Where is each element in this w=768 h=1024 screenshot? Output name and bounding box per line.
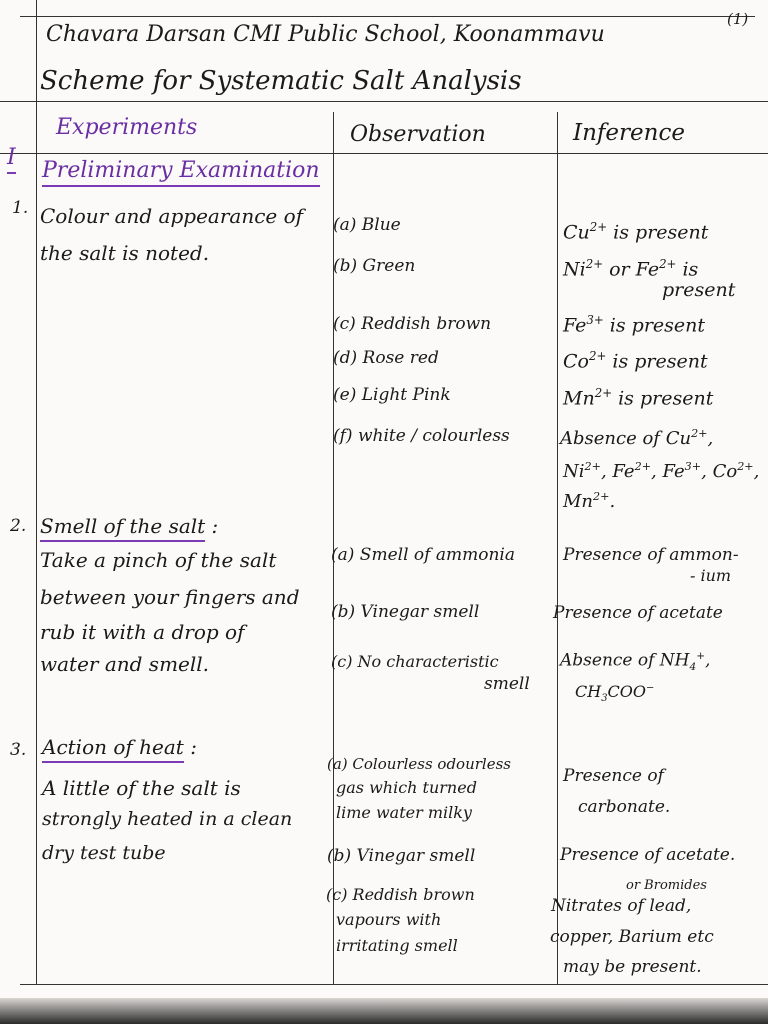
exp2-text-line: Take a pinch of the salt: [40, 548, 277, 572]
exp1-number: 1.: [12, 198, 29, 218]
exp1-text-line: the salt is noted.: [40, 241, 210, 265]
header-row-line: [0, 153, 768, 154]
exp3-obs-a: (a) Colourless odourless: [327, 755, 511, 773]
exp1-obs-b: (b) Green: [333, 256, 416, 276]
exp3-obs-a-cont: gas which turned: [336, 778, 477, 797]
exp3-title: Action of heat :: [42, 735, 197, 759]
exp1-inf-d: $Co^{2+}$ is present: [563, 349, 708, 373]
exp2-obs-a: (a) Smell of ammonia: [331, 545, 515, 565]
exp1-text-line: Colour and appearance of: [40, 204, 304, 228]
exp1-inf-e: $Mn^{2+}$ is present: [563, 386, 714, 410]
bottom-rule: [20, 984, 768, 985]
exp1-obs-e: (e) Light Pink: [333, 385, 451, 405]
exp3-inf-b: Presence of acetate.: [560, 845, 736, 865]
exp3-text-line: A little of the salt is: [42, 776, 241, 800]
exp3-obs-c-cont: irritating smell: [336, 936, 458, 955]
section-title: Preliminary Examination: [42, 158, 320, 187]
exp2-inf-c-cont: $CH_3COO^-$: [575, 682, 655, 705]
exp1-obs-c: (c) Reddish brown: [333, 314, 492, 334]
exp1-inf-f-line: Absence of $Cu^{2+}$,: [560, 427, 714, 449]
exp1-inf-b-present: present: [662, 279, 736, 301]
header-observation: Observation: [350, 122, 486, 147]
exp1-obs-d: (d) Rose red: [333, 348, 439, 368]
exp2-inf-a: Presence of ammon-: [563, 545, 739, 565]
exp3-number: 3.: [10, 740, 27, 760]
exp2-number: 2.: [10, 516, 27, 536]
exp3-inf-c: Nitrates of lead,: [551, 896, 692, 916]
exp1-obs-f: (f) white / colourless: [333, 426, 510, 446]
exp2-inf-b: Presence of acetate: [553, 603, 723, 623]
exp1-inf-f-line: $Mn^{2+}$.: [563, 490, 616, 512]
school-name: Chavara Darsan CMI Public School, Koonammavu: [46, 22, 605, 47]
exp2-text-line: water and smell.: [40, 652, 210, 676]
page-number: (1): [727, 10, 749, 28]
exp2-title: Smell of the salt :: [40, 514, 218, 538]
exp1-inf-c: $Fe^{3+}$ is present: [563, 313, 706, 337]
exp2-obs-b: (b) Vinegar smell: [331, 602, 480, 622]
exp3-inf-c-cont: copper, Barium etc: [550, 927, 714, 947]
left-margin-line: [36, 0, 37, 985]
page-title: Scheme for Systematic Salt Analysis: [40, 66, 522, 96]
exp3-inf-c-above: or Bromides: [626, 878, 707, 893]
exp3-obs-b: (b) Vinegar smell: [327, 846, 476, 866]
exp2-inf-c: Absence of $NH_4^+$,: [560, 650, 711, 674]
page-bottom-edge: [0, 998, 768, 1024]
section-numeral: I: [7, 145, 16, 174]
exp2-obs-c: (c) No characteristic: [331, 652, 499, 671]
exp1-obs-a: (a) Blue: [333, 215, 401, 235]
column-divider-2: [557, 112, 558, 985]
header-top-line: [20, 16, 755, 17]
exp2-text-line: between your fingers and: [40, 585, 300, 609]
exp1-inf-a: $Cu^{2+}$ is present: [563, 220, 709, 244]
exp1-inf-f-line: $Ni^{2+}$, $Fe^{2+}$, $Fe^{3+}$, $Co^{2+}$,: [563, 460, 760, 482]
header-inference: Inference: [573, 120, 685, 146]
exp3-text-line: dry test tube: [42, 842, 166, 864]
exp3-text-line: strongly heated in a clean: [42, 808, 293, 830]
exp3-inf-a: Presence of: [563, 766, 664, 786]
exp3-obs-a-cont: lime water milky: [336, 803, 472, 822]
exp3-inf-c-cont: may be present.: [563, 957, 702, 977]
exp3-obs-c: (c) Reddish brown: [326, 885, 475, 904]
exp1-inf-b: $Ni^{2+}$ or $Fe^{2+}$ is: [563, 257, 699, 281]
exp3-obs-c-cont: vapours with: [336, 910, 442, 929]
exp3-inf-a-cont: carbonate.: [578, 797, 671, 817]
exp2-obs-c-cont: smell: [484, 674, 530, 694]
exp2-text-line: rub it with a drop of: [40, 620, 245, 644]
exp2-inf-a-cont: - ium: [690, 566, 732, 585]
header-experiments: Experiments: [56, 115, 198, 140]
title-rule: [0, 101, 768, 102]
